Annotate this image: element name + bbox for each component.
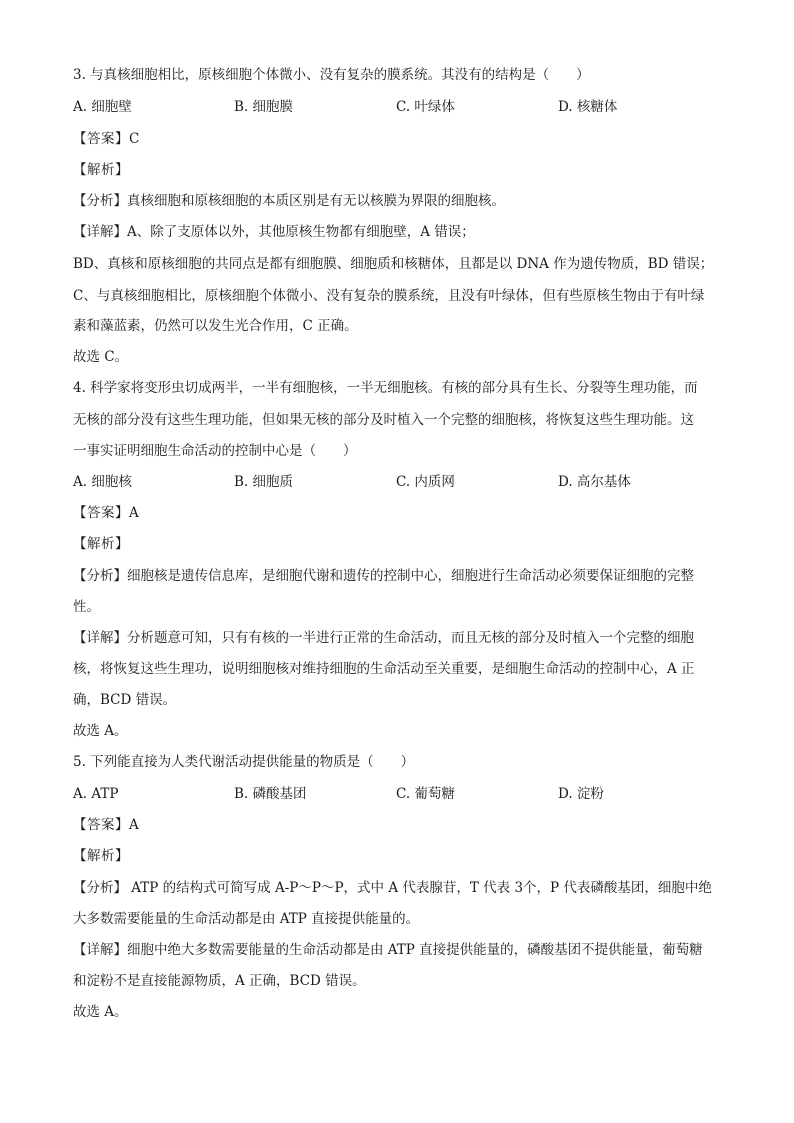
question-4-option-b: B. 细胞质 <box>234 474 294 490</box>
question-5-options <box>73 784 723 804</box>
question-4-analysis-heading: 【解析】 <box>73 536 129 552</box>
question-4-option-a: A. 细胞核 <box>73 474 132 490</box>
question-3-option-a: A. 细胞壁 <box>73 99 132 115</box>
question-5-fenxi-line-1: 【分析】 ATP 的结构式可简写成 A-P～P～P，式中 A 代表腺苷，T 代表 3个，P 代表磷酸基团，细胞中绝 <box>73 880 712 896</box>
question-4-option-d: D. 高尔基体 <box>558 474 631 490</box>
question-3-xiangjie-line-2: BD、真核和原核细胞的共同点是都有细胞膜、细胞质和核糖体，且都是以 DNA 作为遗传物质，BD 错误； <box>73 256 714 272</box>
question-4-stem-line-1: 4. 科学家将变形虫切成两半，一半有细胞核，一半无细胞核。有核的部分具有生长、分裂等生理功能，而 <box>73 380 698 396</box>
question-3-conclusion: 故选 C。 <box>73 349 129 365</box>
question-5-conclusion: 故选 A。 <box>73 1004 128 1020</box>
question-5-option-b: B. 磷酸基团 <box>234 786 307 802</box>
question-4-option-c: C. 内质网 <box>396 474 455 490</box>
question-5-answer: 【答案】A <box>73 817 140 833</box>
question-5-fenxi-line-2: 大多数需要能量的生命活动都是由 ATP 直接提供能量的。 <box>73 911 420 927</box>
question-5-option-d: D. 淀粉 <box>558 786 604 802</box>
question-3-option-c: C. 叶绿体 <box>396 99 455 115</box>
question-3-xiangjie-line-1: 【详解】A、除了支原体以外，其他原核生物都有细胞壁，A 错误； <box>73 224 475 240</box>
question-5-option-c: C. 葡萄糖 <box>396 786 455 802</box>
question-5-option-a: A. ATP <box>73 786 119 802</box>
question-4-conclusion: 故选 A。 <box>73 723 128 739</box>
question-3-option-d: D. 核糖体 <box>558 99 618 115</box>
question-3-xiangjie-line-3: C、与真核细胞相比，原核细胞个体微小、没有复杂的膜系统，且没有叶绿体，但有些原核生物由于有叶绿 <box>73 288 705 304</box>
question-4-answer: 【答案】A <box>73 505 140 521</box>
question-3-options <box>73 97 723 117</box>
question-3-answer: 【答案】C <box>73 131 140 147</box>
question-4-xiangjie-line-1: 【详解】分析题意可知，只有有核的一半进行正常的生命活动，而且无核的部分及时植入一个完整的细胞 <box>73 630 694 646</box>
question-4-fenxi-line-1: 【分析】细胞核是遗传信息库，是细胞代谢和遗传的控制中心，细胞进行生命活动必须要保证细胞的完整 <box>73 568 694 584</box>
question-5-xiangjie-line-2: 和淀粉不是直接能源物质，A 正确，BCD 错误。 <box>73 973 366 989</box>
question-4-stem-line-2: 无核的部分没有这些生理功能，但如果无核的部分及时植入一个完整的细胞核，将恢复这些生理功能。这 <box>73 412 694 428</box>
question-4-xiangjie-line-3: 确，BCD 错误。 <box>73 692 177 708</box>
question-4-stem-line-3: 一事实证明细胞生命活动的控制中心是（ ） <box>73 443 357 459</box>
question-3-stem: 3. 与真核细胞相比，原核细胞个体微小、没有复杂的膜系统。其没有的结构是（ ） <box>73 67 590 83</box>
question-3-analysis-heading: 【解析】 <box>73 162 129 178</box>
question-5-stem: 5. 下列能直接为人类代谢活动提供能量的物质是（ ） <box>73 754 415 770</box>
question-4-options <box>73 472 723 492</box>
question-3-option-b: B. 细胞膜 <box>234 99 294 115</box>
question-5-xiangjie-line-1: 【详解】细胞中绝大多数需要能量的生命活动都是由 ATP 直接提供能量的，磷酸基团不提供能量，葡萄糖 <box>73 942 703 958</box>
question-3-fenxi: 【分析】真核细胞和原核细胞的本质区别是有无以核膜为界限的细胞核。 <box>73 193 505 209</box>
question-5-analysis-heading: 【解析】 <box>73 848 129 864</box>
question-3-xiangjie-line-4: 素和藻蓝素，仍然可以发生光合作用，C 正确。 <box>73 318 358 334</box>
question-4-xiangjie-line-2: 核，将恢复这些生理功，说明细胞核对维持细胞的生命活动至关重要，是细胞生命活动的控制中心，A 正 <box>73 661 695 677</box>
question-4-fenxi-line-2: 性。 <box>73 599 100 615</box>
